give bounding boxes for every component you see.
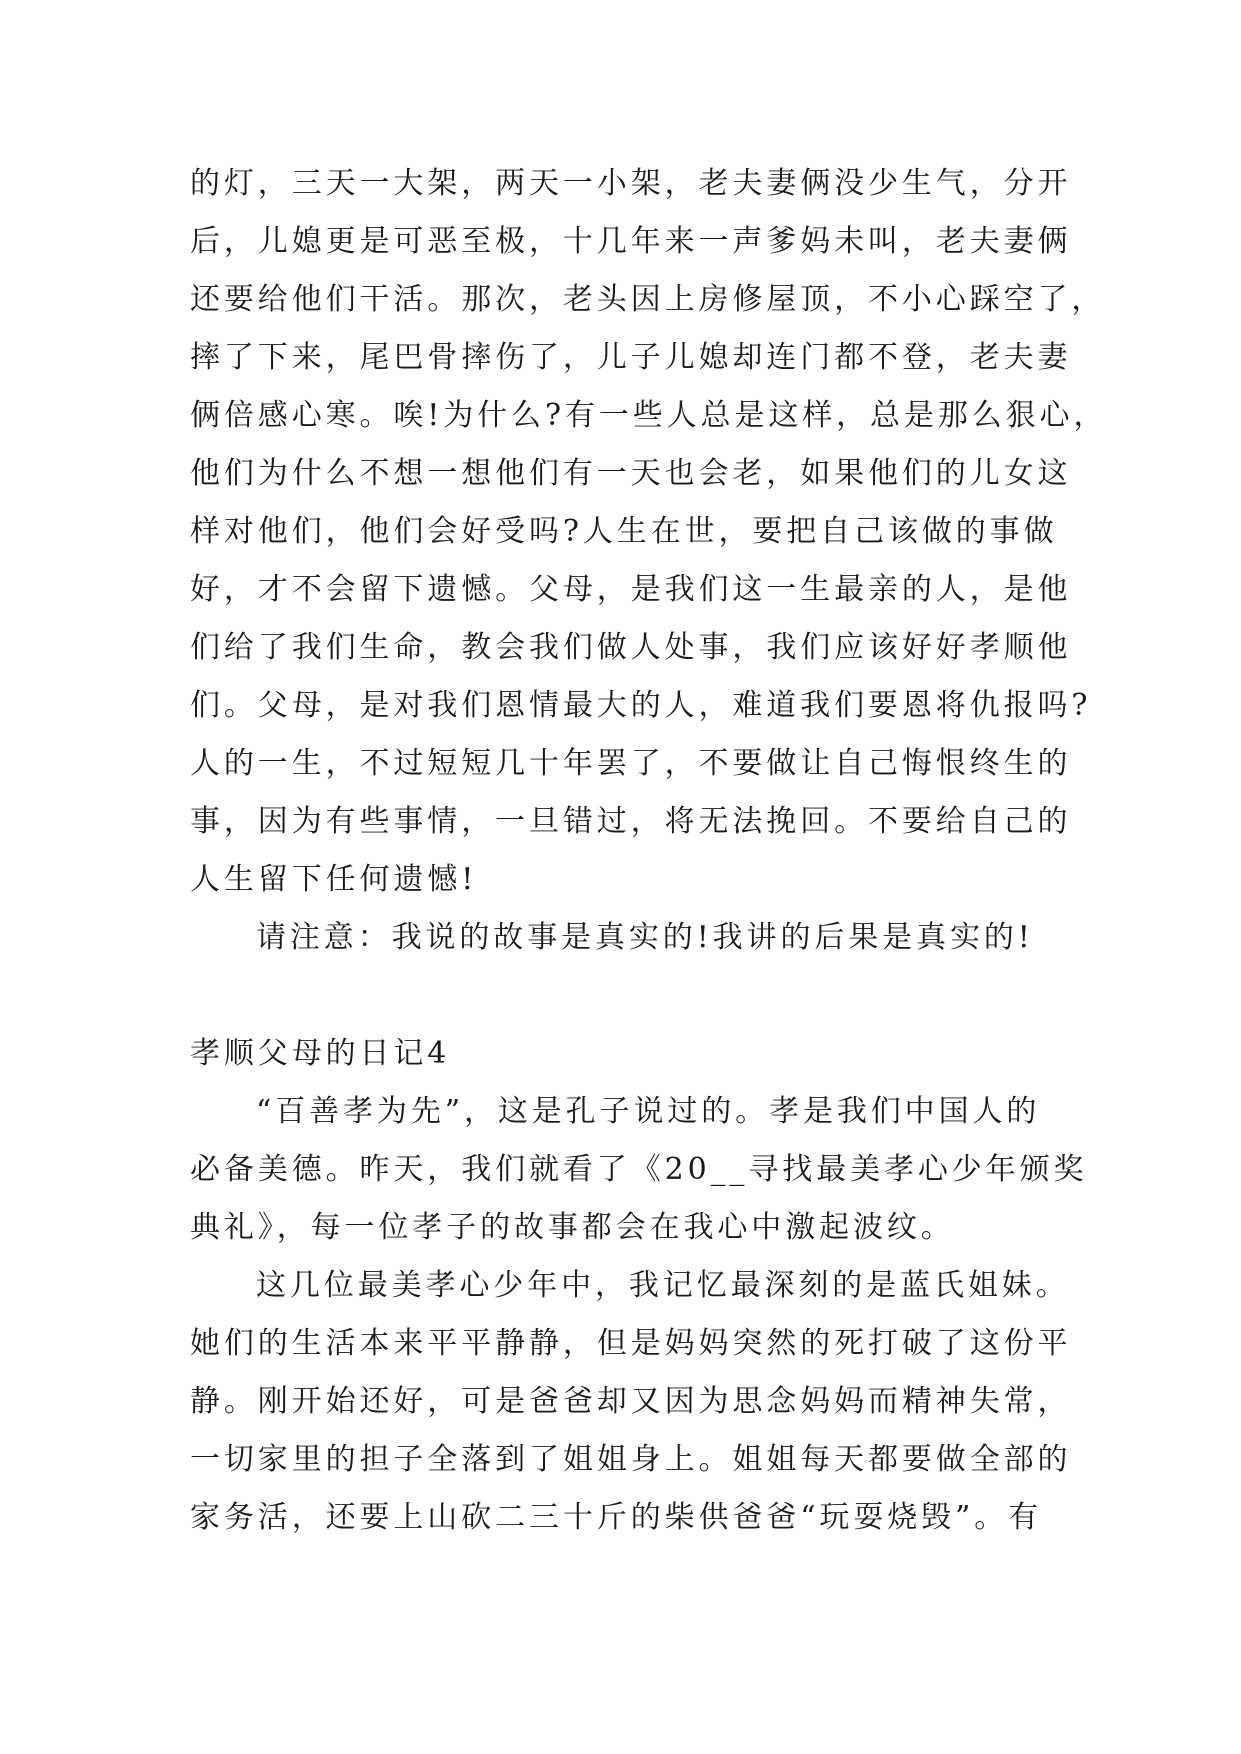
body-line: “百善孝为先”，这是孔子说过的。孝是我们中国人的 [256, 1094, 1041, 1129]
notice-line: 请注意：我说的故事是真实的!我讲的后果是真实的! [256, 920, 1034, 955]
body-line: 这几位最美孝心少年中，我记忆最深刻的是蓝氏姐妹。 [256, 1268, 1070, 1303]
body-line: 摔了下来，尾巴骨摔伤了，儿子儿媳却连门都不登，老夫妻 [190, 340, 1072, 375]
body-line: 还要给他们干活。那次，老头因上房修屋顶，不小心踩空了， [190, 282, 1106, 317]
body-line: 典礼》，每一位孝子的故事都会在我心中激起波纹。 [190, 1210, 955, 1245]
body-line: 他们为什么不想一想他们有一天也会老，如果他们的儿女这 [190, 456, 1072, 491]
body-line: 人生留下任何遗憾! [190, 862, 478, 897]
body-line: 好，才不会留下遗憾。父母，是我们这一生最亲的人，是他 [190, 572, 1072, 607]
body-line: 事，因为有些事情，一旦错过，将无法挽回。不要给自己的 [190, 804, 1072, 839]
body-line: 们。父母，是对我们恩情最大的人，难道我们要恩将仇报吗? [190, 688, 1092, 723]
section-heading: 孝顺父母的日记4 [190, 1036, 451, 1071]
body-line: 人的一生，不过短短几十年罢了，不要做让自己悔恨终生的 [190, 746, 1072, 781]
body-line: 一切家里的担子全落到了姐姐身上。姐姐每天都要做全部的 [190, 1442, 1072, 1477]
body-line: 静。刚开始还好，可是爸爸却又因为思念妈妈而精神失常， [190, 1384, 1072, 1419]
body-line: 们给了我们生命，教会我们做人处事，我们应该好好孝顺他 [190, 630, 1072, 665]
body-line: 俩倍感心寒。唉!为什么?有一些人总是这样，总是那么狠心， [190, 398, 1108, 433]
body-line: 必备美德。昨天，我们就看了《20__寻找最美孝心少年颁奖 [190, 1152, 1088, 1187]
body-line: 的灯，三天一大架，两天一小架，老夫妻俩没少生气，分开 [190, 166, 1072, 201]
body-line: 家务活，还要上山砍二三十斤的柴供爸爸“玩耍烧毁”。有 [190, 1500, 1043, 1535]
body-line: 样对他们，他们会好受吗?人生在世，要把自己该做的事做 [190, 514, 1058, 549]
body-line: 她们的生活本来平平静静，但是妈妈突然的死打破了这份平 [190, 1326, 1072, 1361]
body-line: 后，儿媳更是可恶至极，十几年来一声爹妈未叫，老夫妻俩 [190, 224, 1072, 259]
